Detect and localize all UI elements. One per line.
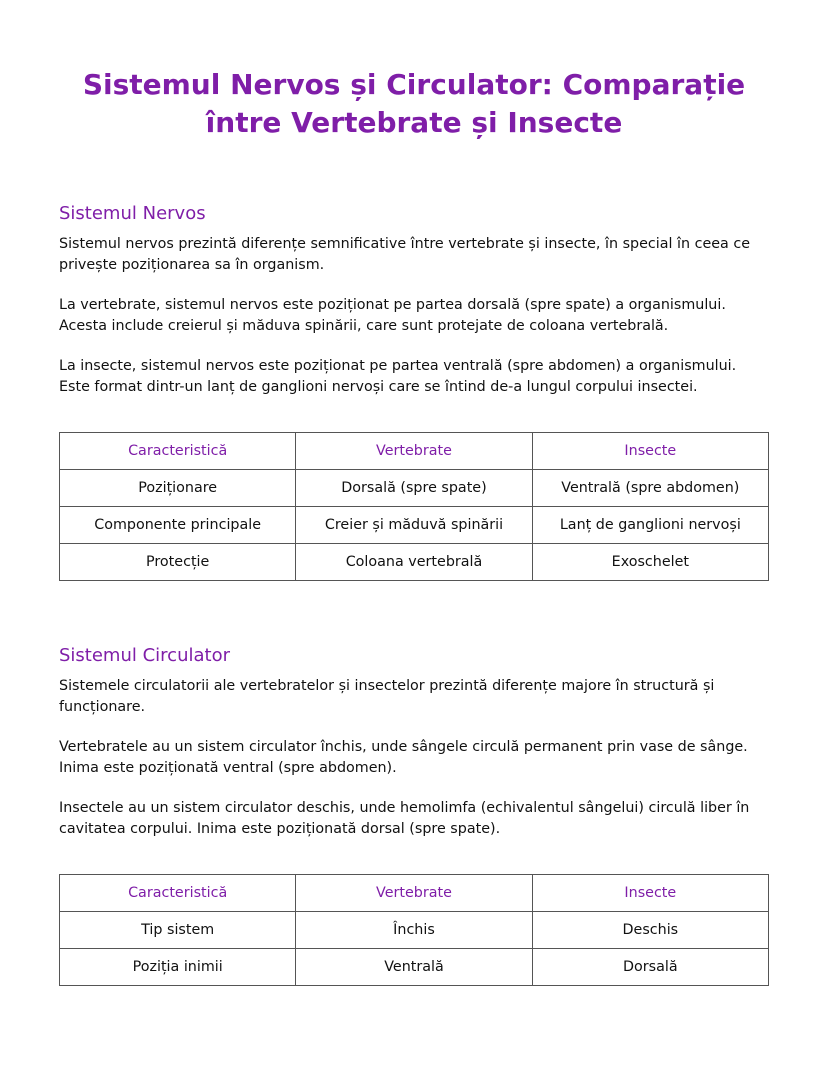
table-cell: Componente principale xyxy=(60,507,296,544)
circulatory-intro-paragraph: Sistemele circulatorii ale vertebratelor și insectelor prezintă diferențe majore în structură și funcționare. xyxy=(59,678,715,715)
nervous-system-heading: Sistemul Nervos xyxy=(59,203,206,224)
table-cell: Creier și măduvă spinării xyxy=(296,507,532,544)
circulatory-comparison-table xyxy=(59,874,769,986)
circulatory-system-heading: Sistemul Circulator xyxy=(59,645,230,666)
nervous-vertebrate-paragraph: La vertebrate, sistemul nervos este poziționat pe partea dorsală (spre spate) a organismului. Acesta include creierul și măduva spinării, care sunt protejate de coloana vertebrală. xyxy=(59,297,726,334)
table-row xyxy=(60,949,769,986)
column-header: Insecte xyxy=(532,433,768,470)
table-header-row xyxy=(60,433,769,470)
column-header: Vertebrate xyxy=(296,433,532,470)
circulatory-insect-paragraph: Insectele au un sistem circulator deschis, unde hemolimfa (echivalentul sângelui) circulă liber în cavitatea corpului. Inima este poziționată dorsal (spre spate). xyxy=(59,800,750,837)
table-row xyxy=(60,912,769,949)
table-cell: Tip sistem xyxy=(60,912,296,949)
table-row xyxy=(60,544,769,581)
table-cell: Închis xyxy=(296,912,532,949)
table-cell: Ventrală (spre abdomen) xyxy=(532,470,768,507)
nervous-comparison-table xyxy=(59,432,769,581)
circulatory-system-section xyxy=(59,644,769,859)
column-header: Vertebrate xyxy=(296,875,532,912)
table-cell: Ventrală xyxy=(296,949,532,986)
table-cell: Protecție xyxy=(60,544,296,581)
table-row xyxy=(60,507,769,544)
column-header: Insecte xyxy=(532,875,768,912)
table-cell: Deschis xyxy=(532,912,768,949)
column-header: Caracteristică xyxy=(60,875,296,912)
table-cell: Dorsală xyxy=(532,949,768,986)
table-header-row xyxy=(60,875,769,912)
nervous-system-section xyxy=(59,202,769,417)
circulatory-vertebrate-paragraph: Vertebratele au un sistem circulator închis, unde sângele circulă permanent prin vase de sânge. Inima este poziționată ventral (spre abdomen). xyxy=(59,739,748,776)
table-cell: Exoschelet xyxy=(532,544,768,581)
table-cell: Poziționare xyxy=(60,470,296,507)
nervous-insect-paragraph: La insecte, sistemul nervos este poziționat pe partea ventrală (spre abdomen) a organismului. Este format dintr-un lanț de ganglioni nervoși care se întind de-a lungul corpului insectei. xyxy=(59,358,737,395)
table-row xyxy=(60,470,769,507)
table-cell: Coloana vertebrală xyxy=(296,544,532,581)
table-cell: Dorsală (spre spate) xyxy=(296,470,532,507)
table-cell: Lanț de ganglioni nervoși xyxy=(532,507,768,544)
column-header: Caracteristică xyxy=(60,433,296,470)
page-title: Sistemul Nervos și Circulator: Comparație între Vertebrate și Insecte xyxy=(82,68,746,139)
nervous-intro-paragraph: Sistemul nervos prezintă diferențe semnificative între vertebrate și insecte, în special în ceea ce privește poziționarea sa în organism. xyxy=(59,236,751,273)
table-cell: Poziția inimii xyxy=(60,949,296,986)
